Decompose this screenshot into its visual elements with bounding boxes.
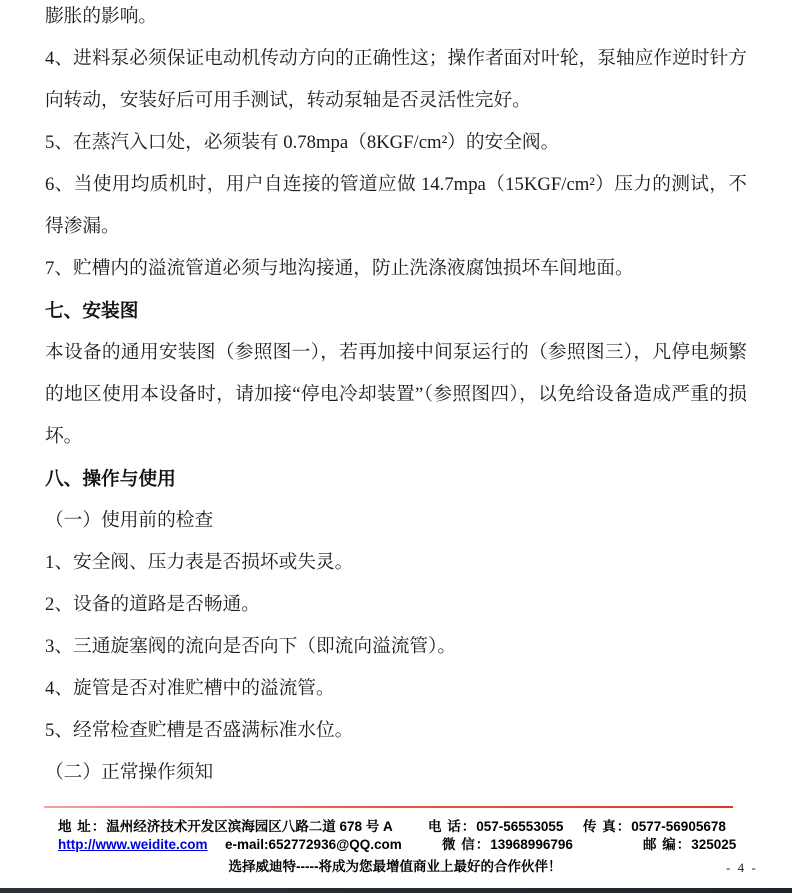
body-paragraph-item-5-safety-valve: 5、在蒸汽入口处，必须装有 0.78mpa（8KGF/cm²）的安全阀。	[45, 132, 560, 153]
footer-email: e-mail:652772936@QQ.com	[225, 837, 402, 852]
document-body	[45, 0, 747, 794]
body-paragraph-check-1: 1、安全阀、压力表是否损坏或失灵。	[45, 552, 354, 573]
footer-address-label: 地 址：	[58, 819, 107, 834]
footer-postal-label: 邮 编：	[643, 837, 692, 852]
body-paragraph-item-7-overflow: 7、贮槽内的溢流管道必须与地沟接通，防止洗涤液腐蚀损坏车间地面。	[45, 258, 634, 279]
footer-wechat	[442, 837, 573, 853]
body-paragraph-install-diagram: 本设备的通用安装图（参照图一），若再加接中间泵运行的（参照图三），凡停电频繁的地区使用本设备时，请加接“停电冷却装置”（参照图四），以免给设备造成严重的损坏。	[45, 342, 747, 447]
footer-fax-value: 0577-56905678	[631, 819, 726, 834]
body-paragraph-item-4-feed-pump: 4、进料泵必须保证电动机传动方向的正确性这；操作者面对叶轮，泵轴应作逆时针方向转动，安装好后可用手测试，转动泵轴是否灵活性完好。	[45, 48, 747, 111]
bottom-edge-bar	[0, 888, 792, 893]
website-link[interactable]: http://www.weidite.com	[58, 837, 208, 852]
footer-postal-value: 325025	[691, 837, 737, 852]
body-paragraph-check-2: 2、设备的道路是否畅通。	[45, 594, 260, 615]
footer-wechat-label: 微 信：	[442, 837, 491, 852]
body-paragraph-check-3: 3、三通旋塞阀的流向是否向下（即流向溢流管）。	[45, 636, 457, 657]
body-paragraph-expansion-note: 膨胀的影响。	[45, 6, 158, 27]
footer-address	[58, 819, 393, 835]
footer-divider-rule	[44, 806, 733, 808]
section-heading-operation-use: 八、操作与使用	[45, 468, 176, 489]
subsection-normal-operation: （二）正常操作须知	[45, 762, 214, 783]
footer-phone-label: 电 话：	[428, 819, 477, 834]
footer-phone	[428, 819, 563, 835]
footer-slogan: 选择威迪特-----将成为您最增值商业上最好的合作伙伴！	[228, 859, 562, 874]
page-number: - 4 -	[726, 860, 758, 875]
section-heading-install-diagram: 七、安装图	[45, 300, 139, 321]
body-paragraph-item-6-pipe-test: 6、当使用均质机时，用户自连接的管道应做 14.7mpa（15KGF/cm²）压力的测试，不得渗漏。	[45, 174, 747, 237]
footer-fax-label: 传 真：	[583, 819, 632, 834]
footer-address-value: 温州经济技术开发区滨海园区八路二道 678 号 A	[106, 819, 393, 834]
footer-phone-value: 057-56553055	[476, 819, 564, 834]
subsection-pre-use-check: （一）使用前的检查	[45, 510, 214, 531]
body-paragraph-check-5: 5、经常检查贮槽是否盛满标准水位。	[45, 720, 354, 741]
body-paragraph-check-4: 4、旋管是否对准贮槽中的溢流管。	[45, 678, 335, 699]
footer-wechat-value: 13968996796	[490, 837, 573, 852]
footer-fax	[583, 819, 726, 835]
footer-postal-code	[643, 837, 736, 853]
